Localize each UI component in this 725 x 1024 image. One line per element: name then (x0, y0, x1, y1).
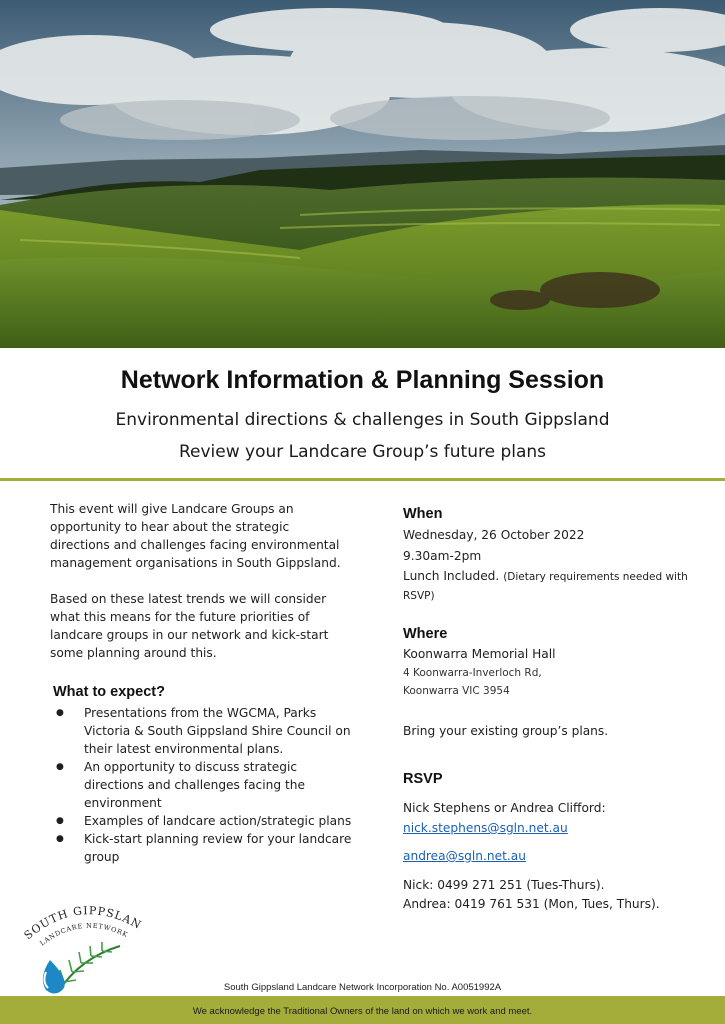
rsvp-heading: RSVP (403, 771, 443, 787)
subtitle-review: Review your Landcare Group’s future plans (178, 442, 547, 462)
event-date: Wednesday, 26 October 2022 (403, 528, 585, 542)
subtitle-directions: Environmental directions & challenges in South Gippsland (115, 410, 610, 430)
intro-paragraph: This event will give Landcare Groups an opportunity to hear about the strategic directions and challenges facing environmental management organisations in South Gippsland. (50, 502, 341, 570)
intro-text (50, 500, 350, 680)
email-link-nick[interactable]: nick.stephens@sgln.net.au (403, 821, 568, 835)
phone-andrea: Andrea: 0419 761 531 (Mon, Tues, Thurs). (403, 897, 660, 911)
divider-rule (0, 478, 725, 481)
event-time: 9.30am-2pm (403, 549, 482, 563)
page-title: Network Information & Planning Session (120, 366, 605, 394)
logo-text-line1: SOUTH GIPPSLAN (21, 904, 144, 943)
bring-plans-note: Bring your existing group’s plans. (403, 724, 609, 738)
list-item: ● Kick-start planning review for your landcare group (52, 830, 352, 866)
venue-name: Koonwarra Memorial Hall (403, 647, 556, 661)
phone-nick: Nick: 0499 271 251 (Tues-Thurs). (403, 878, 605, 892)
lunch-info (403, 567, 703, 605)
logo-text-line2: LANDCARE NETWORK (38, 921, 130, 948)
hero-landscape-photo (0, 0, 725, 348)
registration-number: South Gippsland Landcare Network Incorporation No. A0051992A (223, 982, 502, 993)
where-heading: Where (403, 626, 448, 642)
lunch-label: Lunch Included. (403, 569, 500, 583)
intro-paragraph: Based on these latest trends we will consider what this means for the future priorities of landcare groups in our network and kick-start some planning around this. (50, 592, 329, 660)
when-heading: When (403, 506, 443, 522)
expect-heading: What to expect? (53, 684, 165, 700)
list-item: ● Examples of landcare action/strategic plans (52, 812, 352, 830)
dietary-note: (Dietary requirements needed with RSVP) (403, 571, 688, 602)
email-link-andrea[interactable]: andrea@sgln.net.au (403, 849, 526, 863)
acknowledgement-text: We acknowledge the Traditional Owners of the land on which we work and meet. (192, 1006, 533, 1017)
list-item: ● An opportunity to discuss strategic directions and challenges facing the environment (52, 758, 352, 812)
list-item: ● Presentations from the WGCMA, Parks Victoria & South Gippsland Shire Council on their latest environmental plans. (52, 704, 352, 758)
address-line: Koonwarra VIC 3954 (403, 685, 510, 697)
expect-list (52, 704, 352, 866)
address-line: 4 Koonwarra-Inverloch Rd, (403, 667, 542, 679)
rsvp-contacts: Nick Stephens or Andrea Clifford: (403, 801, 606, 815)
